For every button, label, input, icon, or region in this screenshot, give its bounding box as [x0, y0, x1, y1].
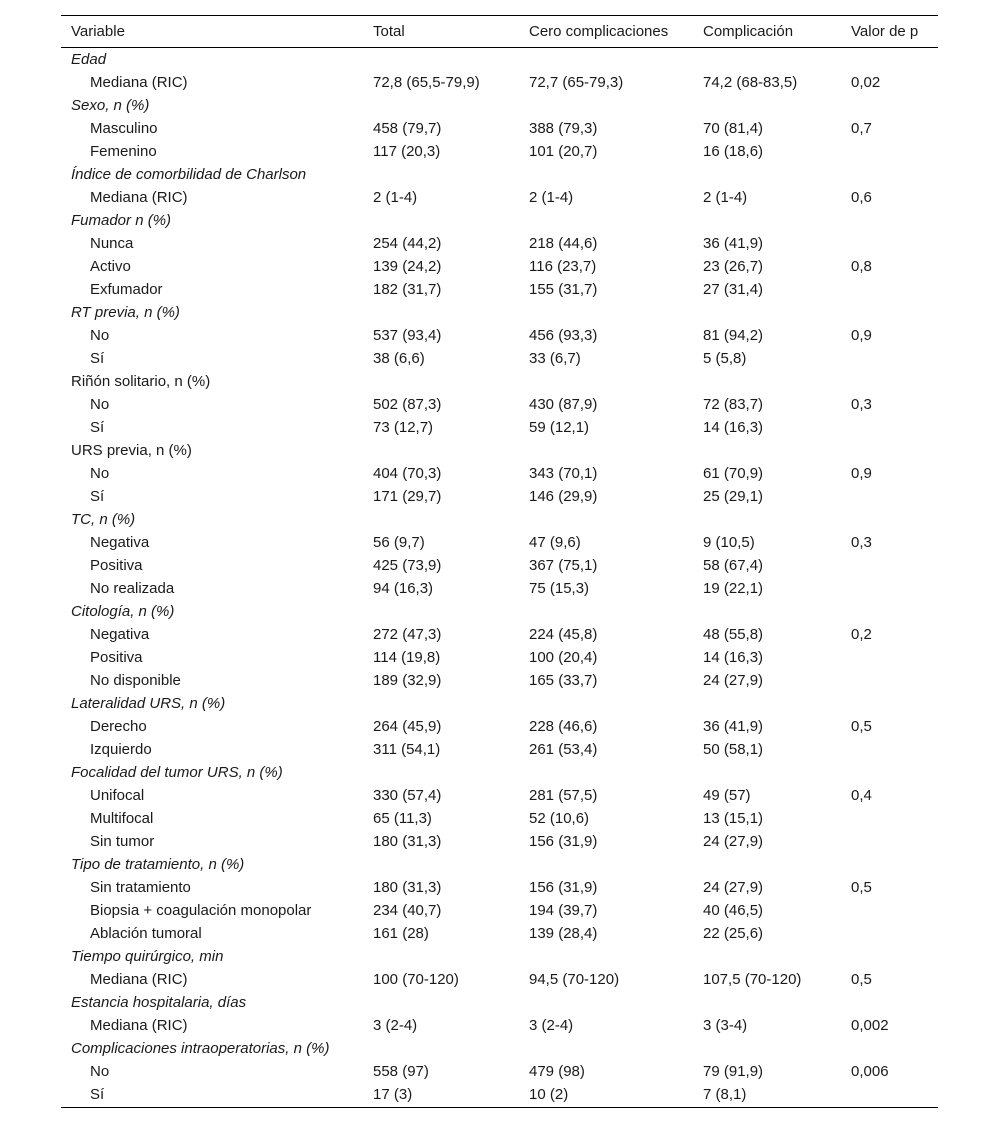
- section-row: [61, 439, 938, 462]
- section-row: [61, 1037, 938, 1060]
- row-label: No: [90, 396, 110, 413]
- cell-complicacion: 58 (67,4): [703, 557, 764, 574]
- table-row: [61, 232, 938, 255]
- cell-total: 264 (45,9): [373, 718, 442, 735]
- table-row: [61, 784, 938, 807]
- table-row: [61, 899, 938, 922]
- cell-total: 94 (16,3): [373, 580, 434, 597]
- data-table: [61, 15, 938, 1108]
- cell-cero-complicaciones: 146 (29,9): [529, 488, 598, 505]
- cell-complicacion: 14 (16,3): [703, 419, 764, 436]
- cell-valor-p: [841, 1083, 938, 1107]
- cell-total: 139 (24,2): [373, 258, 442, 275]
- section-row: [61, 370, 938, 393]
- row-label: No realizada: [90, 580, 175, 597]
- cell-cero-complicaciones: 33 (6,7): [529, 350, 581, 367]
- cell-cero-complicaciones: 388 (79,3): [529, 120, 598, 137]
- row-label: Activo: [90, 258, 131, 275]
- table-row: [61, 554, 938, 577]
- cell-total: 2 (1-4): [373, 189, 418, 206]
- cell-total: 117 (20,3): [373, 143, 441, 160]
- section-row: [61, 163, 938, 186]
- header-row: [61, 16, 938, 48]
- cell-cero-complicaciones: 100 (20,4): [529, 649, 598, 666]
- cell-total: 3 (2-4): [373, 1017, 418, 1034]
- table-row: [61, 623, 938, 646]
- table-row: [61, 255, 938, 278]
- cell-complicacion: 79 (91,9): [703, 1063, 764, 1080]
- table-row: [61, 1014, 938, 1037]
- table-row: [61, 347, 938, 370]
- cell-total: 254 (44,2): [373, 235, 442, 252]
- row-label: Positiva: [90, 649, 143, 666]
- cell-cero-complicaciones: 456 (93,3): [529, 327, 598, 344]
- section-label: Fumador n (%): [71, 212, 172, 229]
- cell-valor-p: [841, 738, 938, 761]
- cell-valor-p: 0,5: [851, 879, 872, 896]
- cell-total: 65 (11,3): [373, 810, 432, 827]
- cell-valor-p: 0,4: [851, 787, 872, 804]
- cell-valor-p: 0,2: [851, 626, 872, 643]
- row-label: Derecho: [90, 718, 147, 735]
- cell-complicacion: 24 (27,9): [703, 879, 764, 896]
- cell-valor-p: [841, 646, 938, 669]
- cell-total: 56 (9,7): [373, 534, 425, 551]
- section-row: [61, 761, 938, 784]
- section-label: Citología, n (%): [71, 603, 175, 620]
- cell-total: 272 (47,3): [373, 626, 442, 643]
- cell-cero-complicaciones: 116 (23,7): [529, 258, 597, 275]
- row-label: Positiva: [90, 557, 143, 574]
- section-row: [61, 209, 938, 232]
- table-row: [61, 1083, 938, 1107]
- cell-complicacion: 24 (27,9): [703, 672, 764, 689]
- cell-cero-complicaciones: 343 (70,1): [529, 465, 598, 482]
- row-label: Exfumador: [90, 281, 163, 298]
- cell-total: 114 (19,8): [373, 649, 441, 666]
- table-row: [61, 715, 938, 738]
- row-label: Unifocal: [90, 787, 145, 804]
- table-row: [61, 646, 938, 669]
- cell-cero-complicaciones: 139 (28,4): [529, 925, 598, 942]
- table-row: [61, 71, 938, 94]
- cell-total: 73 (12,7): [373, 419, 434, 436]
- cell-valor-p: [841, 347, 938, 370]
- section-label: Estancia hospitalaria, días: [71, 994, 247, 1011]
- cell-complicacion: 61 (70,9): [703, 465, 764, 482]
- section-label: Complicaciones intraoperatorias, n (%): [71, 1040, 330, 1057]
- cell-complicacion: 50 (58,1): [703, 741, 764, 758]
- row-label: No disponible: [90, 672, 181, 689]
- row-label: Mediana (RIC): [90, 971, 188, 988]
- section-label: Lateralidad URS, n (%): [71, 695, 226, 712]
- row-label: Sí: [90, 350, 105, 367]
- cell-valor-p: 0,5: [851, 718, 872, 735]
- cell-cero-complicaciones: 10 (2): [519, 1083, 693, 1107]
- table-row: [61, 393, 938, 416]
- cell-complicacion: 23 (26,7): [703, 258, 764, 275]
- cell-cero-complicaciones: 2 (1-4): [529, 189, 574, 206]
- row-label: Sí: [90, 419, 105, 436]
- cell-complicacion: 13 (15,1): [703, 810, 764, 827]
- cell-cero-complicaciones: 155 (31,7): [529, 281, 598, 298]
- cell-valor-p: 0,9: [851, 465, 872, 482]
- header-cero-complicaciones: Cero complicaciones: [519, 16, 693, 48]
- cell-complicacion: 107,5 (70-120): [703, 971, 802, 988]
- cell-total: 100 (70-120): [373, 971, 459, 988]
- cell-total: 234 (40,7): [373, 902, 442, 919]
- cell-complicacion: 25 (29,1): [703, 488, 764, 505]
- cell-complicacion: 5 (5,8): [703, 350, 747, 367]
- cell-cero-complicaciones: 165 (33,7): [529, 672, 598, 689]
- section-row: [61, 301, 938, 324]
- cell-valor-p: [841, 577, 938, 600]
- cell-cero-complicaciones: 228 (46,6): [529, 718, 598, 735]
- cell-complicacion: 74,2 (68-83,5): [703, 74, 798, 91]
- cell-total: 189 (32,9): [373, 672, 442, 689]
- cell-total: 458 (79,7): [373, 120, 442, 137]
- cell-valor-p: [841, 278, 938, 301]
- cell-complicacion: 40 (46,5): [703, 902, 764, 919]
- cell-valor-p: [841, 807, 938, 830]
- cell-cero-complicaciones: 367 (75,1): [529, 557, 598, 574]
- section-label: Edad: [71, 51, 107, 68]
- cell-complicacion: 7 (8,1): [693, 1083, 841, 1107]
- cell-complicacion: 22 (25,6): [703, 925, 764, 942]
- cell-valor-p: 0,7: [851, 120, 872, 137]
- table-row: [61, 669, 938, 692]
- data-table-container: [61, 15, 938, 1108]
- cell-cero-complicaciones: 194 (39,7): [529, 902, 598, 919]
- cell-total: 311 (54,1): [373, 741, 441, 758]
- cell-complicacion: 48 (55,8): [703, 626, 764, 643]
- row-label: Mediana (RIC): [90, 74, 188, 91]
- section-label: Riñón solitario, n (%): [71, 373, 211, 390]
- table-row: [61, 577, 938, 600]
- section-label: URS previa, n (%): [71, 442, 192, 459]
- section-label: Tipo de tratamiento, n (%): [71, 856, 245, 873]
- cell-valor-p: [841, 830, 938, 853]
- table-row: [61, 186, 938, 209]
- cell-complicacion: 49 (57): [703, 787, 751, 804]
- cell-complicacion: 19 (22,1): [703, 580, 764, 597]
- cell-valor-p: 0,8: [851, 258, 872, 275]
- header-complicacion: Complicación: [693, 16, 841, 48]
- cell-total: 404 (70,3): [373, 465, 442, 482]
- cell-valor-p: [841, 232, 938, 255]
- table-row: [61, 922, 938, 945]
- cell-total: 537 (93,4): [373, 327, 442, 344]
- cell-cero-complicaciones: 218 (44,6): [529, 235, 598, 252]
- row-label: Multifocal: [90, 810, 154, 827]
- cell-total: 17 (3): [363, 1083, 519, 1107]
- cell-cero-complicaciones: 224 (45,8): [529, 626, 598, 643]
- header-total: Total: [363, 16, 519, 48]
- cell-valor-p: 0,02: [851, 74, 881, 91]
- cell-valor-p: [841, 899, 938, 922]
- section-label: RT previa, n (%): [71, 304, 180, 321]
- section-label: Sexo, n (%): [71, 97, 150, 114]
- section-row: [61, 94, 938, 117]
- cell-total: 502 (87,3): [373, 396, 442, 413]
- table-row: [61, 830, 938, 853]
- section-label: Focalidad del tumor URS, n (%): [71, 764, 283, 781]
- table-row: [61, 531, 938, 554]
- cell-cero-complicaciones: 47 (9,6): [529, 534, 581, 551]
- cell-complicacion: 70 (81,4): [703, 120, 764, 137]
- table-row: [61, 738, 938, 761]
- cell-cero-complicaciones: 479 (98): [529, 1063, 585, 1080]
- cell-cero-complicaciones: 94,5 (70-120): [529, 971, 620, 988]
- cell-valor-p: [841, 416, 938, 439]
- cell-complicacion: 14 (16,3): [703, 649, 764, 666]
- row-label: Femenino: [90, 143, 157, 160]
- section-label: Tiempo quirúrgico, min: [71, 948, 224, 965]
- cell-complicacion: 16 (18,6): [703, 143, 764, 160]
- cell-valor-p: [841, 485, 938, 508]
- cell-total: 171 (29,7): [373, 488, 442, 505]
- cell-valor-p: 0,9: [851, 327, 872, 344]
- cell-cero-complicaciones: 281 (57,5): [529, 787, 598, 804]
- cell-complicacion: 36 (41,9): [703, 718, 764, 735]
- cell-valor-p: [841, 554, 938, 577]
- cell-total: 161 (28): [373, 925, 429, 942]
- cell-valor-p: 0,5: [851, 971, 872, 988]
- section-row: [61, 945, 938, 968]
- cell-complicacion: 72 (83,7): [703, 396, 764, 413]
- row-label: Izquierdo: [90, 741, 152, 758]
- table-row: [61, 462, 938, 485]
- cell-cero-complicaciones: 52 (10,6): [529, 810, 590, 827]
- table-row: [61, 324, 938, 347]
- cell-cero-complicaciones: 156 (31,9): [529, 833, 598, 850]
- cell-total: 182 (31,7): [373, 281, 442, 298]
- cell-cero-complicaciones: 72,7 (65-79,3): [529, 74, 624, 91]
- header-variable: Variable: [61, 16, 363, 48]
- cell-cero-complicaciones: 3 (2-4): [529, 1017, 574, 1034]
- cell-valor-p: 0,002: [851, 1017, 889, 1034]
- row-label: Sin tratamiento: [90, 879, 191, 896]
- cell-valor-p: 0,3: [851, 534, 872, 551]
- row-label: Ablación tumoral: [90, 925, 202, 942]
- row-label: No: [90, 327, 110, 344]
- table-row: [61, 140, 938, 163]
- row-label: Biopsia + coagulación monopolar: [90, 902, 312, 919]
- cell-complicacion: 2 (1-4): [703, 189, 748, 206]
- cell-total: 330 (57,4): [373, 787, 442, 804]
- row-label: Sin tumor: [90, 833, 155, 850]
- cell-total: 38 (6,6): [373, 350, 425, 367]
- cell-complicacion: 9 (10,5): [703, 534, 755, 551]
- cell-complicacion: 27 (31,4): [703, 281, 764, 298]
- row-label: Sí: [90, 488, 105, 505]
- table-row: [61, 278, 938, 301]
- cell-cero-complicaciones: 261 (53,4): [529, 741, 598, 758]
- table-row: [61, 876, 938, 899]
- cell-cero-complicaciones: 156 (31,9): [529, 879, 598, 896]
- cell-total: 425 (73,9): [373, 557, 442, 574]
- section-label: Índice de comorbilidad de Charlson: [71, 166, 307, 183]
- table-row: [61, 485, 938, 508]
- row-label: Nunca: [90, 235, 134, 252]
- cell-total: 558 (97): [373, 1063, 429, 1080]
- cell-cero-complicaciones: 101 (20,7): [529, 143, 598, 160]
- row-label: Mediana (RIC): [90, 1017, 188, 1034]
- row-label: Sí: [61, 1083, 363, 1107]
- section-row: [61, 600, 938, 623]
- row-label: Negativa: [90, 626, 150, 643]
- row-label: No: [90, 465, 110, 482]
- table-body: [61, 48, 938, 1108]
- cell-total: 180 (31,3): [373, 833, 442, 850]
- section-row: [61, 48, 938, 72]
- cell-valor-p: [841, 140, 938, 163]
- table-row: [61, 807, 938, 830]
- cell-valor-p: 0,3: [851, 396, 872, 413]
- table-row: [61, 416, 938, 439]
- cell-cero-complicaciones: 75 (15,3): [529, 580, 590, 597]
- row-label: Negativa: [90, 534, 150, 551]
- header-valor-p: Valor de p: [841, 16, 938, 48]
- cell-cero-complicaciones: 430 (87,9): [529, 396, 598, 413]
- table-header: [61, 16, 938, 48]
- section-row: [61, 692, 938, 715]
- table-row: [61, 968, 938, 991]
- section-row: [61, 853, 938, 876]
- row-label: No: [90, 1063, 110, 1080]
- cell-valor-p: [841, 922, 938, 945]
- table-row: [61, 1060, 938, 1083]
- cell-complicacion: 36 (41,9): [703, 235, 764, 252]
- cell-total: 180 (31,3): [373, 879, 442, 896]
- cell-complicacion: 3 (3-4): [703, 1017, 748, 1034]
- row-label: Mediana (RIC): [90, 189, 188, 206]
- section-row: [61, 508, 938, 531]
- row-label: Masculino: [90, 120, 158, 137]
- section-label: TC, n (%): [71, 511, 136, 528]
- cell-cero-complicaciones: 59 (12,1): [529, 419, 590, 436]
- cell-valor-p: [841, 669, 938, 692]
- cell-valor-p: 0,6: [851, 189, 872, 206]
- cell-complicacion: 81 (94,2): [703, 327, 764, 344]
- cell-valor-p: 0,006: [851, 1063, 889, 1080]
- section-row: [61, 991, 938, 1014]
- cell-complicacion: 24 (27,9): [703, 833, 764, 850]
- cell-total: 72,8 (65,5-79,9): [373, 74, 480, 91]
- table-row: [61, 117, 938, 140]
